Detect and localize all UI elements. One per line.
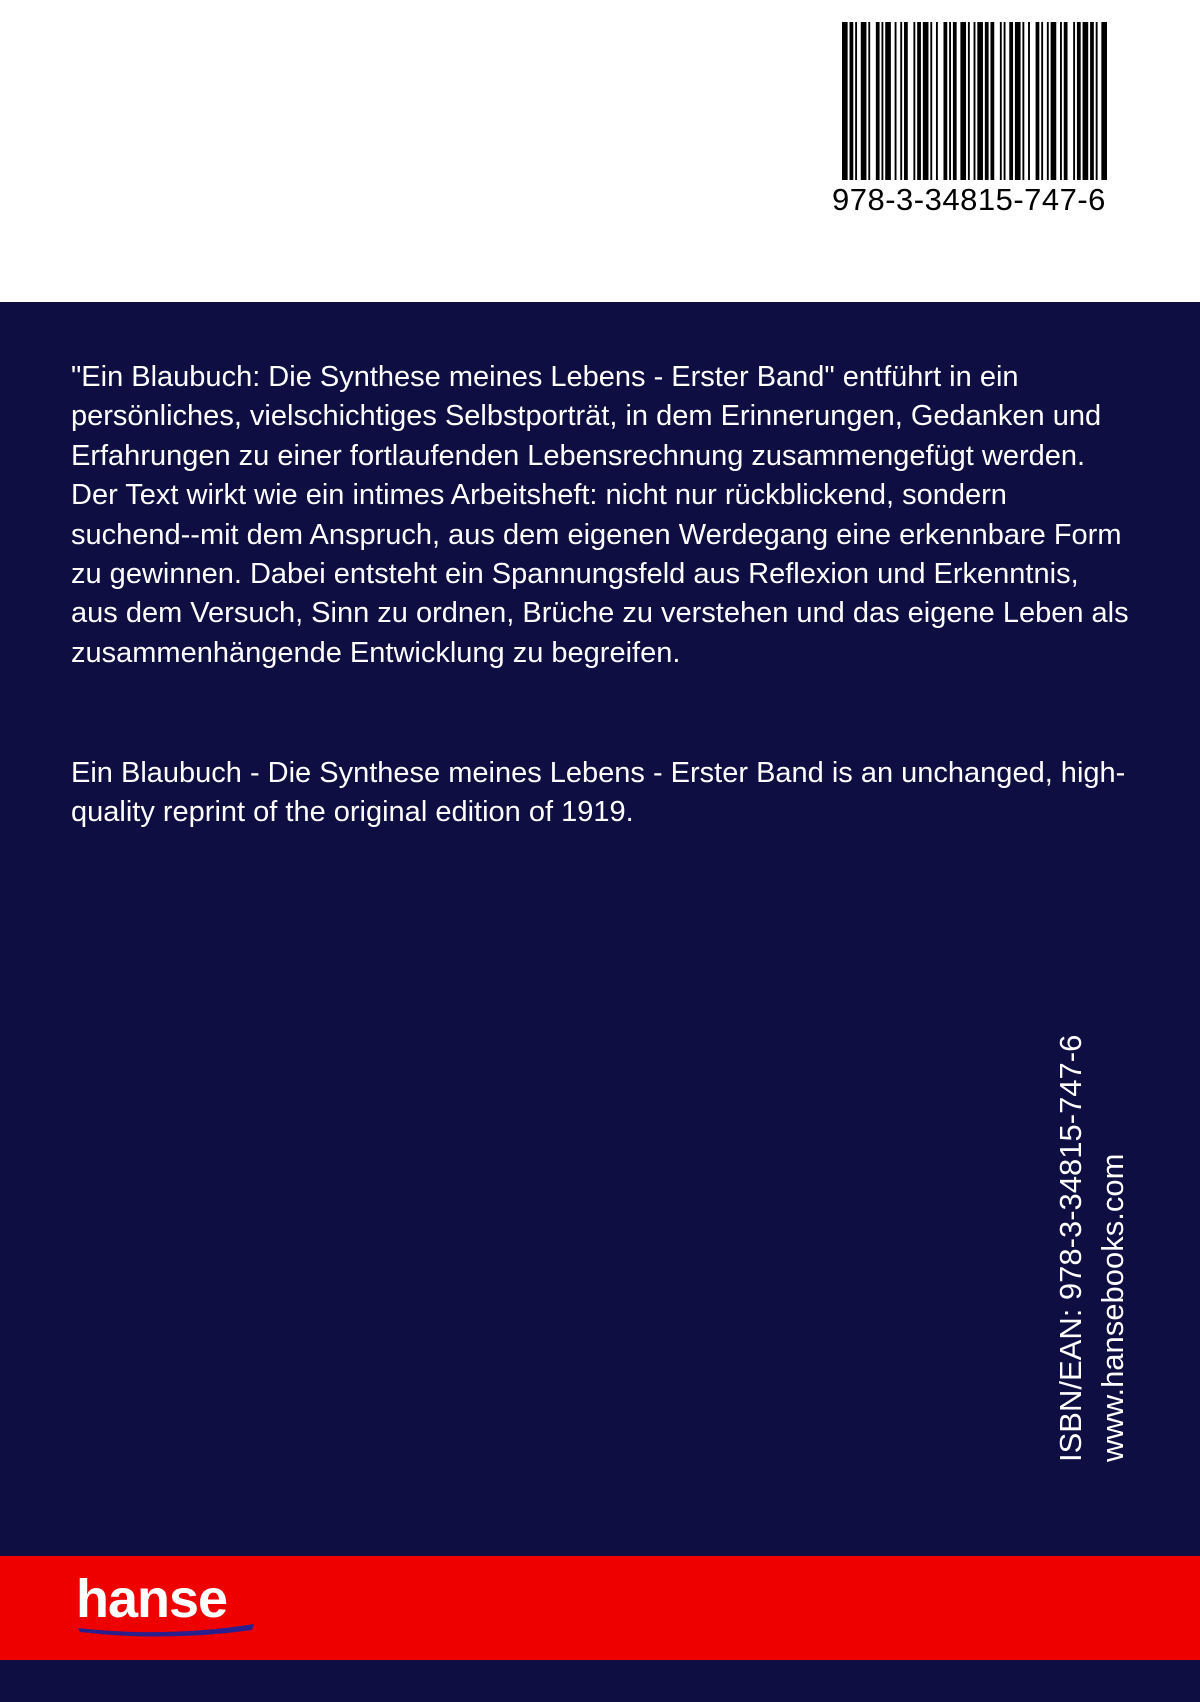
barcode-bar xyxy=(1083,22,1089,180)
barcode-bar xyxy=(1073,22,1075,180)
barcode-bar xyxy=(968,22,970,180)
barcode-bar xyxy=(1064,22,1068,180)
barcode-bar xyxy=(917,22,921,180)
barcode-bar xyxy=(876,22,880,180)
barcode-bar xyxy=(868,22,870,180)
barcode-bar xyxy=(923,22,929,180)
barcode-image xyxy=(842,22,1107,180)
barcode-area xyxy=(0,0,1200,302)
barcode-bar xyxy=(1015,22,1021,180)
barcode-number: 978-3-34815-747-6 xyxy=(832,182,1106,217)
barcode-bar xyxy=(1022,22,1024,180)
barcode-bar xyxy=(1041,22,1043,180)
barcode-bar xyxy=(855,22,857,180)
reprint-note: Ein Blaubuch - Die Synthese meines Lebens - Erster Band is an unchanged, high-quality reprint of the original edition of 1919. xyxy=(71,757,1126,829)
barcode-bar xyxy=(936,22,938,180)
book-description: "Ein Blaubuch: Die Synthese meines Lebens - Erster Band" entführt in ein persönliches, vielschichtiges Selbstporträt, in dem Erinnerungen, Gedanken und Erfahrungen zu einer fortlaufenden Lebensrechnung zusammengefügt werden. Der Text wirkt wie ein intimes Arbeitsheft: nicht nur rückblickend, sondern suchend--mit dem Anspruch, aus dem eigenen Werdegang eine erkennbare Form zu gewinnen. Dabei entsteht ein Spannungsfeld aus Reflexion und Erkenntnis, aus dem Versuch, Sinn zu ordnen, Brüche zu verstehen und das eigene Leben als zusammenhängende Entwicklung zu begreifen. xyxy=(71,361,1129,669)
website-text: www.hansebooks.com xyxy=(1095,1153,1130,1462)
barcode-bar xyxy=(930,22,932,180)
barcode-bar xyxy=(1090,22,1094,180)
barcode-bar xyxy=(1047,22,1049,180)
side-info xyxy=(1050,1034,1134,1462)
barcode-bar xyxy=(1077,22,1081,180)
barcode-bar xyxy=(953,22,957,180)
barcode-bar xyxy=(885,22,891,180)
barcode-bar xyxy=(990,22,994,180)
bottom-band xyxy=(0,1660,1200,1702)
barcode-bar xyxy=(1036,22,1040,180)
logo-wordmark: hanse xyxy=(76,1569,228,1629)
barcode-bar xyxy=(1000,22,1002,180)
barcode-bar xyxy=(895,22,897,180)
barcode-bar xyxy=(1051,22,1057,180)
barcode-bar xyxy=(1004,22,1006,180)
barcode-bar xyxy=(1101,22,1107,180)
barcode-bar xyxy=(881,22,883,180)
barcode-bar xyxy=(1009,22,1013,180)
barcode-bar xyxy=(960,22,966,180)
isbn-text: ISBN/EAN: 978-3-34815-747-6 xyxy=(1053,1034,1088,1462)
barcode-bar xyxy=(949,22,951,180)
barcode-bar xyxy=(900,22,902,180)
barcode-bar xyxy=(904,22,908,180)
barcode-bar xyxy=(1028,22,1030,180)
barcode-bar xyxy=(1060,22,1062,180)
barcode-bar xyxy=(913,22,915,180)
barcode-bar xyxy=(985,22,989,180)
barcode-bar xyxy=(977,22,983,180)
barcode-bar xyxy=(842,22,848,180)
barcode-bar xyxy=(861,22,867,180)
barcode-bar xyxy=(974,22,976,180)
barcode-bar xyxy=(850,22,854,180)
barcode-bar xyxy=(1096,22,1098,180)
barcode-bar xyxy=(943,22,947,180)
logo-swoosh-icon xyxy=(76,1618,256,1638)
hanse-logo xyxy=(76,1569,276,1634)
